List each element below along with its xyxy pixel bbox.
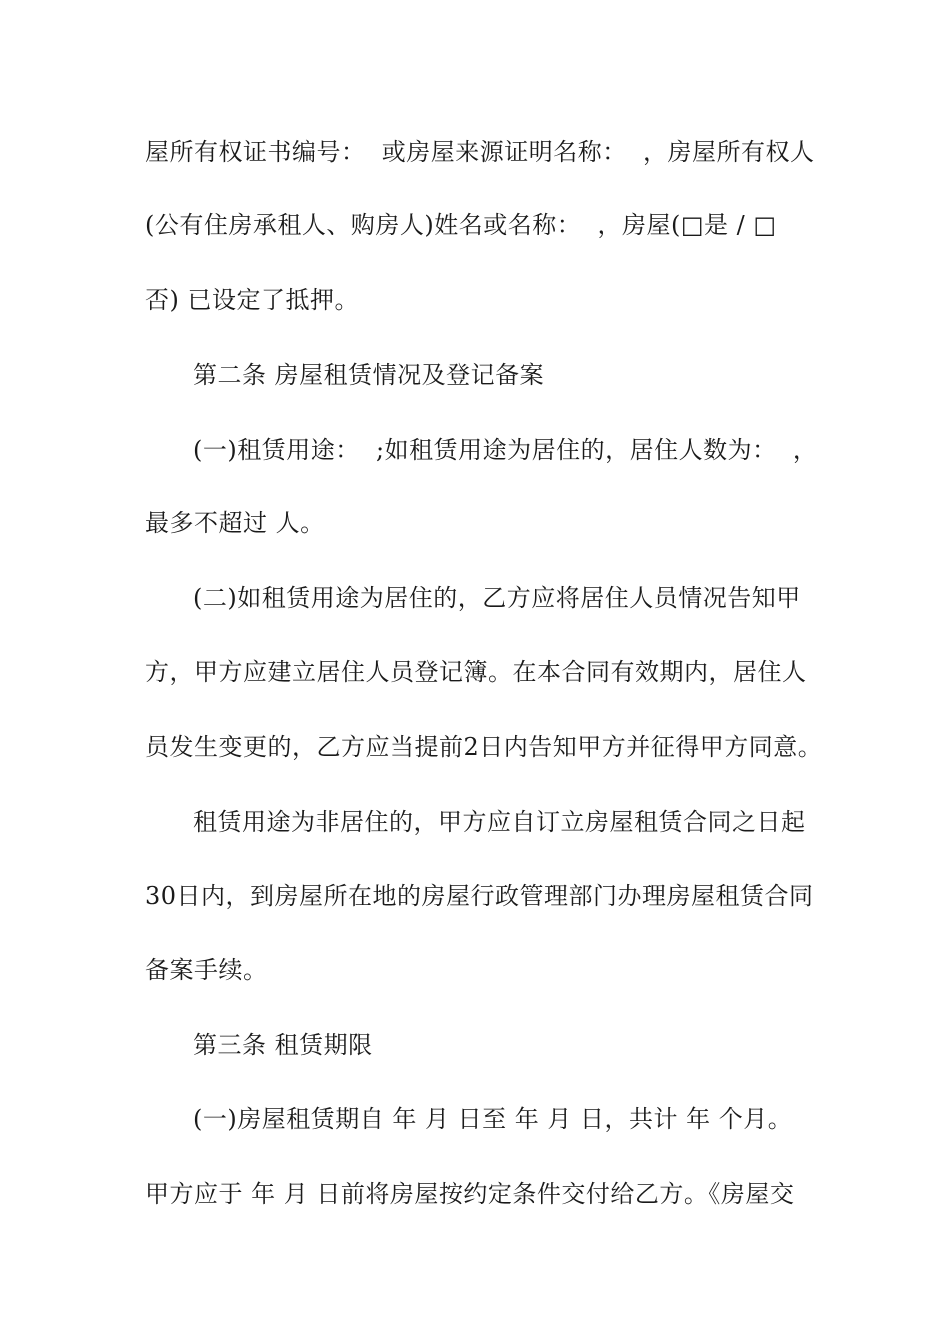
article-heading: 第二条 房屋租赁情况及登记备案 [193,361,545,389]
text-line: 最多不超过 人。 [145,509,325,537]
text-line: 备案手续。 [145,956,268,984]
text-line: 30日内，到房屋所在地的房屋行政管理部门办理房屋租赁合同 [145,882,814,910]
text-line: 租赁用途为非居住的，甲方应自订立房屋租赁合同之日起 [193,808,806,836]
article-heading: 第三条 租赁期限 [193,1031,373,1059]
text-line: (一)房屋租赁期自 年 月 日至 年 月 日，共计 年 个月。 [193,1105,793,1133]
text-line: (公有住房承租人、购房人)姓名或名称： ，房屋(□是 / □ [145,211,777,239]
text-line: (二)如租赁用途为居住的，乙方应将居住人员情况告知甲 [193,584,801,612]
text-line: 方，甲方应建立居住人员登记簿。在本合同有效期内，居住人 [145,658,807,686]
text-line: (一)租赁用途： ;如租赁用途为居住的，居住人数为： ， [193,436,818,464]
text-line: 否) 已设定了抵押。 [145,286,359,314]
text-line: 员发生变更的，乙方应当提前2日内告知甲方并征得甲方同意。 [145,733,823,761]
text-line: 屋所有权证书编号： 或房屋来源证明名称： ，房屋所有权人 [145,138,815,166]
text-line: 甲方应于 年 月 日前将房屋按约定条件交付给乙方。《房屋交 [145,1180,795,1208]
